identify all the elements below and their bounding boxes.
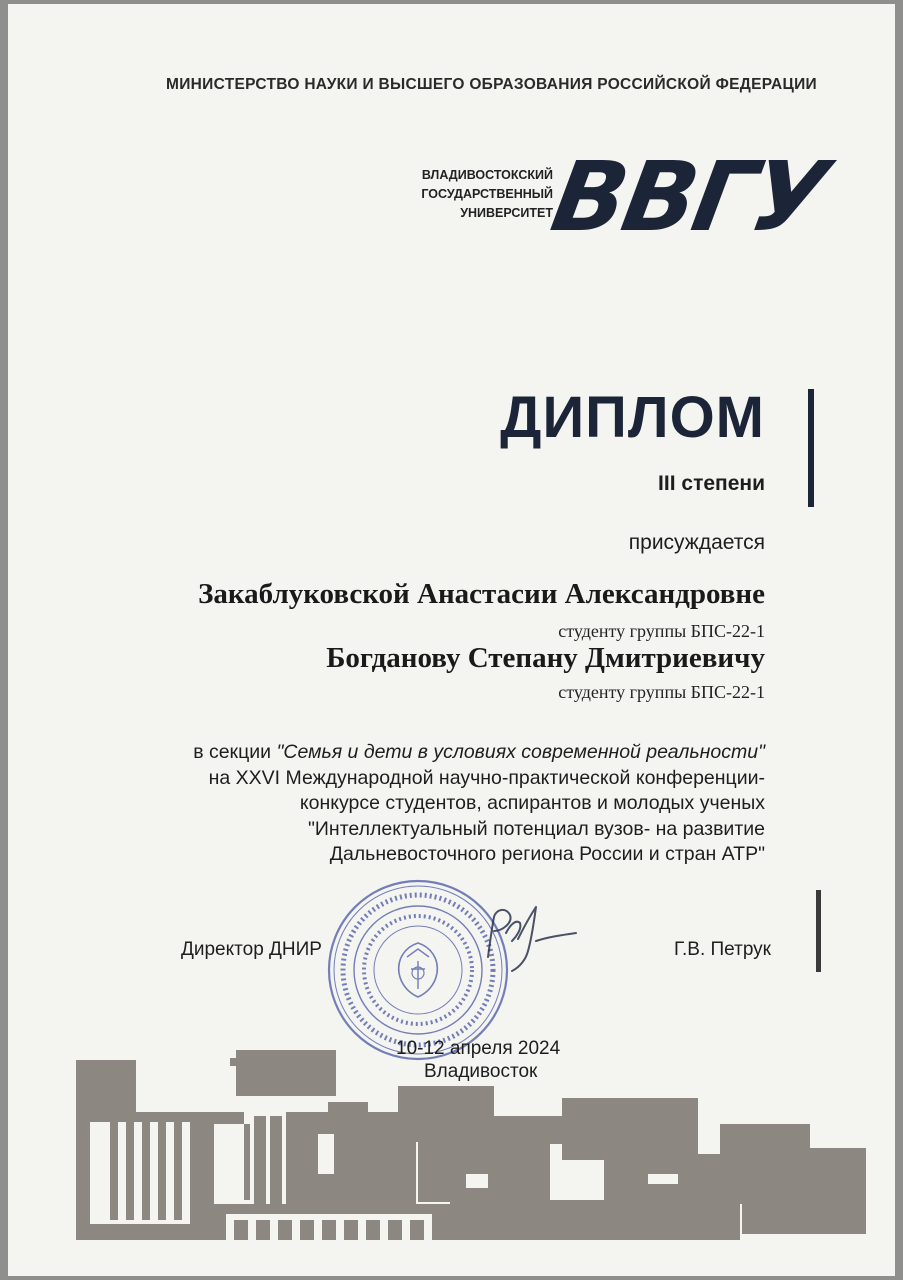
title-accent-bar — [808, 389, 814, 507]
ministry-heading: МИНИСТЕРСТВО НАУКИ И ВЫСШЕГО ОБРАЗОВАНИЯ РОССИЙСКОЙ ФЕДЕРАЦИИ — [166, 76, 817, 93]
conference-line: конкурсе студентов, аспирантов и молодых ученых — [299, 792, 765, 814]
university-name-line-1: ВЛАДИВОСТОКСКИЙ — [421, 168, 553, 182]
signature-accent-bar — [816, 890, 821, 972]
signer-name: Г.В. Петрук — [674, 939, 771, 960]
section-prefix: в секции — [193, 741, 277, 763]
event-city: Владивосток — [424, 1061, 538, 1082]
section-line — [85, 740, 765, 766]
diploma-degree: III степени — [658, 472, 765, 495]
conference-line: "Интеллектуальный потенциал вузов- на развитие — [307, 817, 765, 840]
diploma-page — [8, 4, 895, 1276]
university-name — [403, 166, 553, 223]
handwritten-signature — [476, 897, 586, 977]
section-name: "Семья и дети в условиях современной реальности" — [276, 741, 765, 763]
conference-line: Дальневосточного региона России и стран АТР" — [329, 843, 765, 865]
university-logo-text: ВВГУ — [544, 141, 834, 253]
director-position: Директор ДНИР — [181, 939, 322, 960]
recipient-name: Закаблуковской Анастасии Александровне — [198, 578, 765, 610]
recipient-group: студенту группы БПС-22-1 — [558, 682, 765, 702]
university-logo — [544, 141, 834, 253]
diploma-title: ДИПЛОМ — [500, 385, 765, 450]
university-name-line-2: ГОСУДАРСТВЕННЫЙ — [421, 187, 553, 201]
conference-line: на XXVI Международной научно-практической конференции- — [208, 766, 765, 789]
recipient-group: студенту группы БПС-22-1 — [558, 621, 765, 641]
recipient-name: Богданову Степану Дмитриевичу — [326, 642, 765, 674]
university-name-line-3: УНИВЕРСИТЕТ — [460, 206, 553, 220]
award-description — [85, 740, 765, 868]
awarded-text: присуждается — [628, 531, 765, 554]
event-date: 10-12 апреля 2024 — [396, 1038, 561, 1059]
